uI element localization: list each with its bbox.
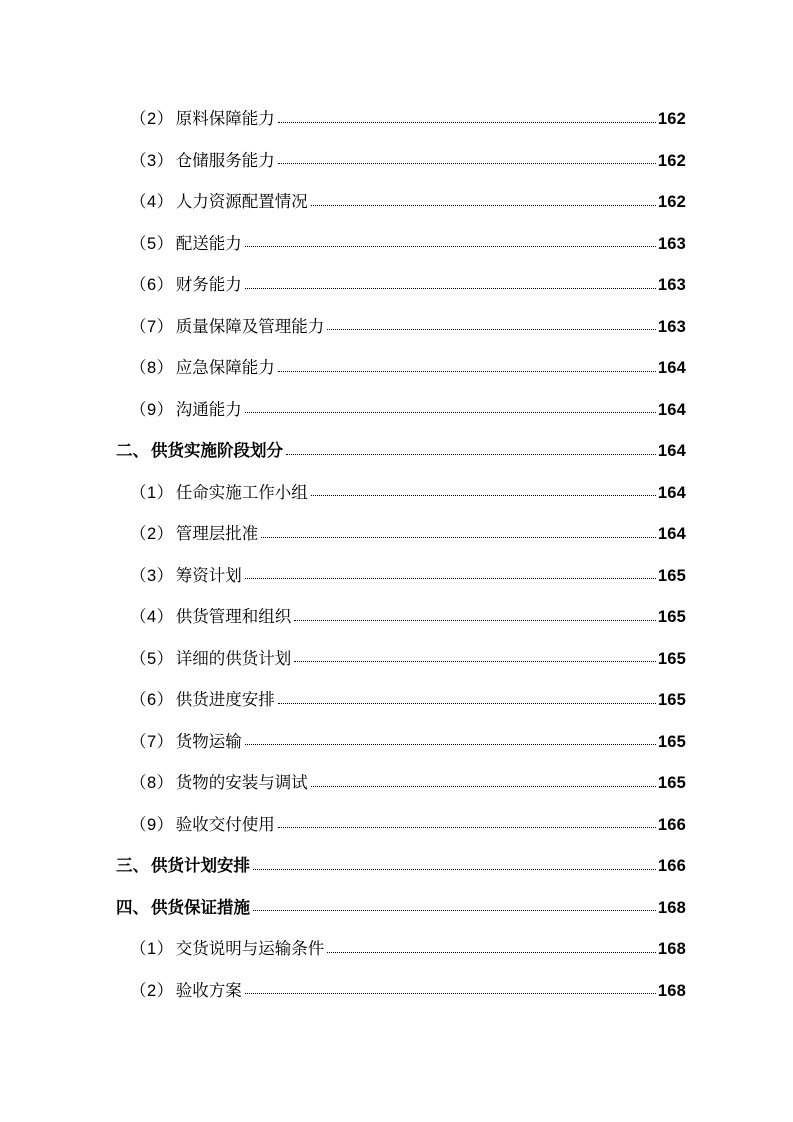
- toc-entry-number: （8）: [130, 774, 174, 792]
- toc-leader-dots: [278, 371, 656, 372]
- toc-entry-number: （2）: [130, 981, 174, 1000]
- toc-entry-number: （5）: [130, 234, 174, 253]
- toc-entry[interactable]: [108, 130, 686, 172]
- toc-leader-dots: [245, 744, 656, 745]
- toc-entry-page-number: 165: [657, 608, 686, 626]
- toc-entry-title: 货物的安装与调试: [175, 774, 308, 792]
- toc-entry-number: （5）: [130, 649, 174, 668]
- toc-leader-dots: [253, 869, 656, 870]
- toc-leader-dots: [286, 454, 656, 455]
- toc-leader-dots: [311, 495, 656, 496]
- toc-entry[interactable]: [108, 337, 686, 379]
- toc-entry-page-number: 163: [657, 276, 686, 294]
- toc-entry[interactable]: [108, 918, 686, 960]
- toc-leader-dots: [294, 620, 656, 621]
- toc-entry-number: （6）: [130, 276, 174, 294]
- toc-entry-number: （7）: [130, 732, 174, 751]
- toc-entry[interactable]: [108, 794, 686, 836]
- toc-entry-number: （1）: [130, 940, 174, 958]
- toc-entry-title: 供货管理和组织: [175, 608, 292, 626]
- toc-entry-title: 详细的供货计划: [175, 649, 292, 668]
- toc-leader-dots: [245, 993, 656, 994]
- toc-entry-title: 供货计划安排: [151, 857, 250, 875]
- toc-entry-title: 仓储服务能力: [175, 151, 275, 170]
- toc-entry-title: 任命实施工作小组: [175, 483, 308, 502]
- toc-entry-number: （3）: [130, 566, 174, 585]
- toc-entry[interactable]: [108, 586, 686, 628]
- toc-entry-number: 二、: [116, 442, 149, 460]
- table-of-contents: [108, 88, 686, 1001]
- toc-leader-dots: [278, 703, 656, 704]
- toc-entry-title: 沟通能力: [175, 400, 242, 419]
- toc-entry-page-number: 168: [657, 898, 686, 917]
- toc-entry-page-number: 165: [657, 774, 686, 792]
- toc-entry-number: （9）: [130, 400, 174, 419]
- toc-entry-number: （4）: [130, 193, 174, 211]
- toc-entry-title: 供货实施阶段划分: [151, 442, 283, 460]
- toc-entry-title: 交货说明与运输条件: [175, 940, 325, 958]
- toc-entry-page-number: 166: [657, 815, 686, 834]
- toc-entry-page-number: 163: [657, 317, 686, 336]
- toc-entry-number: （8）: [130, 359, 174, 377]
- toc-entry-page-number: 162: [657, 151, 686, 170]
- toc-entry-page-number: 165: [657, 691, 686, 709]
- toc-entry[interactable]: [108, 420, 686, 462]
- toc-leader-dots: [278, 827, 656, 828]
- toc-entry[interactable]: [108, 711, 686, 753]
- toc-entry-number: （4）: [130, 608, 174, 626]
- toc-entry-title: 应急保障能力: [175, 359, 275, 377]
- toc-entry-title: 质量保障及管理能力: [175, 317, 325, 336]
- toc-entry-page-number: 162: [657, 193, 686, 211]
- toc-entry-title: 验收方案: [175, 981, 242, 1000]
- toc-entry[interactable]: [108, 669, 686, 711]
- toc-entry-page-number: 164: [657, 525, 686, 543]
- toc-leader-dots: [245, 288, 656, 289]
- toc-entry-number: （2）: [130, 525, 174, 543]
- toc-leader-dots: [253, 910, 656, 911]
- toc-leader-dots: [311, 786, 656, 787]
- toc-entry-title: 原料保障能力: [175, 110, 275, 128]
- toc-entry[interactable]: [108, 171, 686, 213]
- toc-leader-dots: [278, 163, 656, 164]
- toc-leader-dots: [311, 205, 656, 206]
- toc-leader-dots: [245, 578, 656, 579]
- toc-entry-page-number: 165: [657, 566, 686, 585]
- toc-entry[interactable]: [108, 88, 686, 130]
- toc-entry-number: （1）: [130, 483, 174, 502]
- toc-entry-title: 人力资源配置情况: [175, 193, 308, 211]
- toc-leader-dots: [327, 329, 656, 330]
- toc-entry[interactable]: [108, 254, 686, 296]
- toc-entry-page-number: 164: [657, 483, 686, 502]
- toc-leader-dots: [245, 246, 656, 247]
- toc-entry-page-number: 168: [657, 940, 686, 958]
- toc-entry-number: （2）: [130, 110, 174, 128]
- toc-leader-dots: [261, 537, 656, 538]
- toc-entry-page-number: 164: [657, 359, 686, 377]
- toc-entry[interactable]: [108, 296, 686, 338]
- toc-entry[interactable]: [108, 213, 686, 255]
- toc-entry[interactable]: [108, 503, 686, 545]
- toc-leader-dots: [245, 412, 656, 413]
- toc-entry-number: 三、: [116, 857, 149, 875]
- toc-entry-title: 供货保证措施: [151, 898, 250, 917]
- toc-entry[interactable]: [108, 379, 686, 421]
- toc-entry-page-number: 164: [657, 400, 686, 419]
- toc-entry-number: 四、: [116, 898, 149, 917]
- toc-entry[interactable]: [108, 752, 686, 794]
- toc-entry-title: 财务能力: [175, 276, 242, 294]
- toc-entry[interactable]: [108, 545, 686, 587]
- toc-entry[interactable]: [108, 960, 686, 1002]
- toc-entry-title: 筹资计划: [175, 566, 242, 585]
- toc-entry-page-number: 165: [657, 649, 686, 668]
- toc-leader-dots: [294, 661, 656, 662]
- toc-entry-page-number: 162: [657, 110, 686, 128]
- toc-leader-dots: [278, 122, 656, 123]
- toc-entry-page-number: 163: [657, 234, 686, 253]
- toc-entry-number: （6）: [130, 691, 174, 709]
- toc-entry-title: 验收交付使用: [175, 815, 275, 834]
- toc-entry-title: 管理层批准: [175, 525, 259, 543]
- toc-entry-page-number: 165: [657, 732, 686, 751]
- toc-entry[interactable]: [108, 628, 686, 670]
- toc-leader-dots: [327, 952, 656, 953]
- toc-entry-page-number: 166: [657, 857, 686, 875]
- toc-entry-page-number: 168: [657, 981, 686, 1000]
- toc-entry[interactable]: [108, 462, 686, 504]
- toc-entry-number: （7）: [130, 317, 174, 336]
- toc-entry-number: （9）: [130, 815, 174, 834]
- toc-entry-title: 配送能力: [175, 234, 242, 253]
- toc-entry[interactable]: [108, 877, 686, 919]
- toc-entry-title: 供货进度安排: [175, 691, 275, 709]
- toc-entry-page-number: 164: [657, 442, 686, 460]
- toc-entry-number: （3）: [130, 151, 174, 170]
- toc-entry-title: 货物运输: [175, 732, 242, 751]
- toc-entry[interactable]: [108, 835, 686, 877]
